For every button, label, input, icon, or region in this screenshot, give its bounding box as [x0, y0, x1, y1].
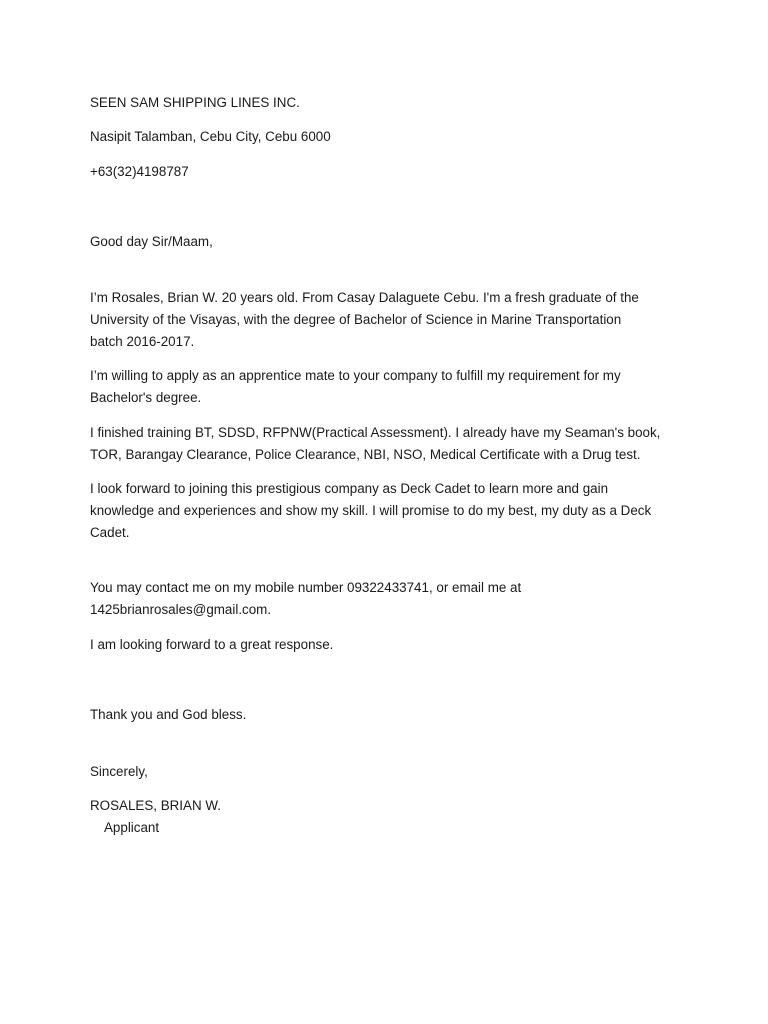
paragraph-introduction [90, 287, 690, 353]
paragraph-line: Cadet. [90, 525, 130, 540]
paragraph-line: TOR, Barangay Clearance, Police Clearance, NBI, NSO, Medical Certificate with a Drug test. [90, 447, 641, 462]
closing-salutation: Sincerely, [90, 764, 148, 779]
paragraph-line: Bachelor's degree. [90, 390, 202, 405]
paragraph-line: knowledge and experiences and show my skill. I will promise to do my best, my duty as a Deck [90, 503, 652, 518]
paragraph-line: I’m willing to apply as an apprentice mate to your company to fulfill my requirement for my [90, 368, 621, 383]
thanks-line: Thank you and God bless. [90, 707, 247, 722]
signature-title: Applicant [104, 820, 160, 835]
paragraph-line: 1425brianrosales@gmail.com. [90, 602, 272, 617]
paragraph-line: I look forward to joining this prestigious company as Deck Cadet to learn more and gain [90, 481, 609, 496]
paragraph-goals [90, 478, 690, 544]
company-name: SEEN SAM SHIPPING LINES INC. [90, 95, 300, 110]
paragraph-training [90, 422, 690, 466]
paragraph-line: University of the Visayas, with the degree of Bachelor of Science in Marine Transportation [90, 312, 622, 327]
paragraph-line: I’m Rosales, Brian W. 20 years old. From Casay Dalaguete Cebu. I'm a fresh graduate of the [90, 290, 639, 305]
greeting: Good day Sir/Maam, [90, 234, 213, 249]
paragraph-line: batch 2016-2017. [90, 334, 195, 349]
paragraph-contact [90, 577, 690, 621]
paragraph-application [90, 365, 690, 409]
company-address: Nasipit Talamban, Cebu City, Cebu 6000 [90, 129, 331, 144]
company-phone: +63(32)4198787 [90, 164, 189, 179]
signature-name: ROSALES, BRIAN W. [90, 798, 221, 813]
paragraph-line: I am looking forward to a great response. [90, 637, 334, 652]
paragraph-line: You may contact me on my mobile number 09322433741, or email me at [90, 580, 522, 595]
paragraph-response [90, 634, 690, 656]
paragraph-line: I finished training BT, SDSD, RFPNW(Practical Assessment). I already have my Seaman's book, [90, 425, 661, 440]
